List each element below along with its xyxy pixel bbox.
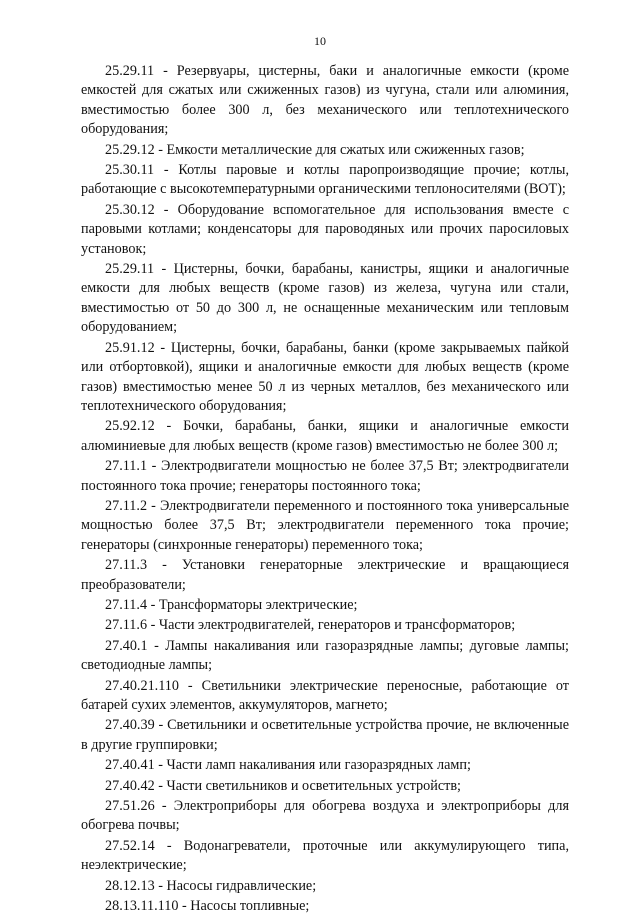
list-item: 27.11.6 - Части электродвигателей, генераторов и трансформаторов; bbox=[105, 617, 516, 634]
list-item: 27.11.4 - Трансформаторы электрические; bbox=[105, 596, 358, 613]
list-item: 27.11.3 - Установки генераторные электрические и вращающиеся преобразователи; bbox=[81, 557, 569, 593]
list-item: 25.30.11 - Котлы паровые и котлы паропроизводящие прочие; котлы, работающие с высокотемпературными органическими теплоносителями (ВОТ); bbox=[81, 162, 569, 198]
list-item: 25.30.12 - Оборудование вспомогательное для использования вместе с паровыми котлами; конденсаторы для пароводяных или прочих паросиловых установок; bbox=[81, 201, 569, 257]
list-item: 25.92.12 - Бочки, барабаны, банки, ящики и аналогичные емкости алюминиевые для любых веществ (кроме газов) вместимостью не более 300 л; bbox=[81, 418, 569, 454]
list-item: 27.11.1 - Электродвигатели мощностью не более 37,5 Вт; электродвигатели постоянного тока прочие; генераторы постоянного тока; bbox=[81, 458, 569, 494]
list-item: 25.29.11 - Резервуары, цистерны, баки и аналогичные емкости (кроме емкостей для сжатых или сжиженных газов) из чугуна, стали или алюминия, вместимостью более 300 л, без механического или теплотехнического оборудования; bbox=[81, 63, 569, 138]
list-item: 27.40.1 - Лампы накаливания или газоразрядные лампы; дуговые лампы; светодиодные лампы; bbox=[81, 637, 569, 674]
list-item: 28.12.13 - Насосы гидравлические; bbox=[105, 877, 317, 894]
document-body bbox=[81, 62, 569, 917]
list-item: 27.51.26 - Электроприборы для обогрева воздуха и электроприборы для обогрева почвы; bbox=[81, 798, 569, 834]
list-item: 25.91.12 - Цистерны, бочки, барабаны, банки (кроме закрываемых пайкой или отбортовкой), ящики и аналогичные емкости для любых веществ (кроме газов) вместимостью менее 50 л из черных металлов, без механического или теплотехнического оборудования; bbox=[81, 339, 569, 414]
list-item: 27.52.14 - Водонагреватели, проточные или аккумулирующего типа, неэлектрические; bbox=[81, 837, 569, 874]
list-item: 27.40.39 - Светильники и осветительные устройства прочие, не включенные в другие группировки; bbox=[81, 717, 569, 753]
list-item: 25.29.11 - Цистерны, бочки, барабаны, канистры, ящики и аналогичные емкости для любых веществ (кроме газов) из железа, чугуна или стали, вместимостью от 50 до 300 л, не оснащенные механическим или тепловым оборудованием; bbox=[81, 261, 569, 336]
list-item: 25.29.12 - Емкости металлические для сжатых или сжиженных газов; bbox=[105, 141, 525, 158]
list-item: 27.40.42 - Части светильников и осветительных устройств; bbox=[105, 777, 461, 794]
list-item: 27.40.41 - Части ламп накаливания или газоразрядных ламп; bbox=[105, 757, 471, 774]
list-item: 28.13.11.110 - Насосы топливные; bbox=[105, 898, 310, 915]
list-item: 27.11.2 - Электродвигатели переменного и постоянного тока универсальные мощностью более 37,5 Вт; электродвигатели переменного тока прочие; генераторы (синхронные генераторы) переменного тока; bbox=[81, 497, 569, 553]
list-item: 27.40.21.110 - Светильники электрические переносные, работающие от батарей сухих элементов, аккумуляторов, магнето; bbox=[81, 677, 569, 713]
page-number: 10 bbox=[314, 34, 326, 48]
